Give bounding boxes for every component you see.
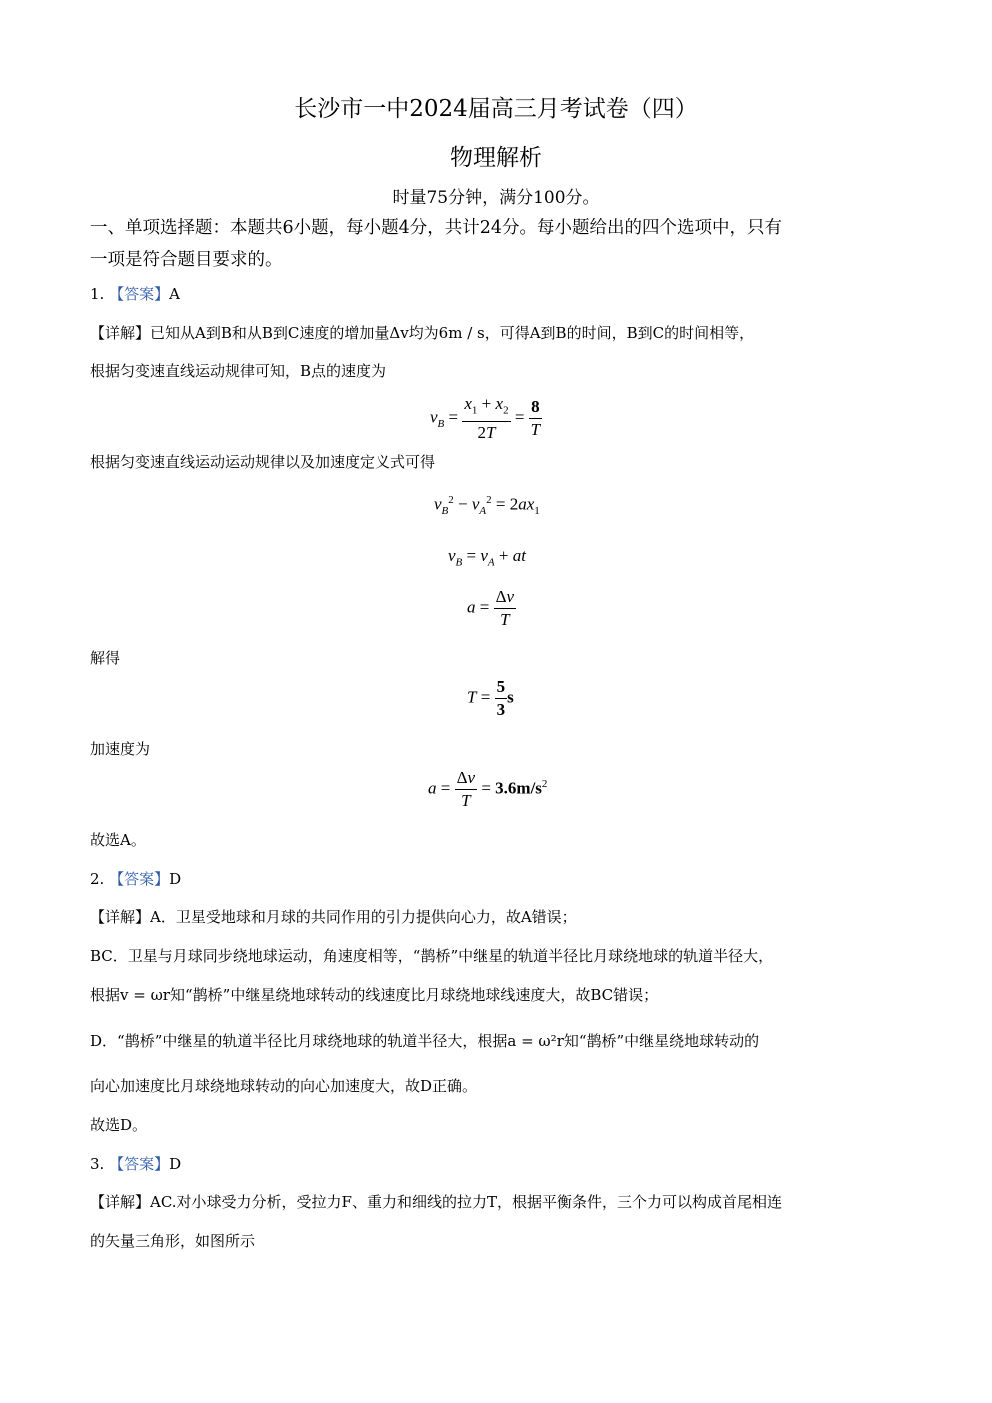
exam-meta: 时量75分钟，满分100分。 <box>392 188 600 208</box>
q1-answer <box>90 283 180 304</box>
q2-answer-tag: 【答案】 <box>109 870 170 888</box>
q1-detail-line5: 加速度为 <box>90 740 151 758</box>
q2-line5: 向心加速度比月球绕地球转动的向心加速度大，故D正确。 <box>90 1077 478 1095</box>
q2-line1: 【详解】A．卫星受地球和月球的共同作用的引力提供向心力，故A错误； <box>90 908 577 926</box>
formula-kinematic-1: $v_B^2 - v_A^2 = 2ax_1$ <box>434 494 540 518</box>
q1-answer-tag: 【答案】 <box>109 285 170 303</box>
q1-detail-line3: 根据匀变速直线运动运动规律以及加速度定义式可得 <box>90 453 436 471</box>
q3-line2: 的矢量三角形，如图所示 <box>90 1232 256 1250</box>
q3-answer <box>90 1153 181 1174</box>
page-title: 长沙市一中2024届高三月考试卷（四） <box>294 96 698 122</box>
formula-kinematic-2: $v_B = v_A$ + at <box>448 546 526 569</box>
q1-detail-line6: 故选A。 <box>90 831 146 849</box>
formula-accel-def: a = $\frac{\Delta v}{T}$ <box>467 587 515 629</box>
q2-answer <box>90 868 181 889</box>
q1-detail-line1: 【详解】已知从A到B和从B到C速度的增加量Δv均为6m / s，可得A到B的时间，B到C的时间相等， <box>90 324 755 342</box>
formula-accel-value: a = $\frac{\Delta v}{T}$ = $3.6m/s^2$ <box>428 768 548 810</box>
q3-answer-tag: 【答案】 <box>109 1155 170 1173</box>
q3-line1: 【详解】AC.对小球受力分析，受拉力F、重力和细线的拉力T，根据平衡条件，三个力可以构成首尾相连 <box>90 1193 782 1211</box>
q3-number: 3. <box>90 1155 105 1173</box>
q1-detail-line4: 解得 <box>90 649 121 667</box>
section-heading-line1: 一、单项选择题：本题共6小题，每小题4分，共计24分。每小题给出的四个选项中，只有 <box>90 218 783 238</box>
q2-number: 2. <box>90 870 105 888</box>
q1-number: 1. <box>90 285 105 303</box>
formula-period: T = $\frac{5}{3}$ s <box>467 677 514 719</box>
q1-detail-line2: 根据匀变速直线运动规律可知，B点的速度为 <box>90 362 387 380</box>
q2-line4: D．“鹊桥”中继星的轨道半径比月球绕地球的轨道半径大，根据a = ω²r知“鹊桥”中继星绕地球转动的 <box>90 1032 760 1050</box>
section-heading-line2: 一项是符合题目要求的。 <box>90 250 283 270</box>
q2-line2: BC．卫星与月球同步绕地球运动，角速度相等，“鹊桥”中继星的轨道半径比月球绕地球的轨道半径大， <box>90 947 774 965</box>
q3-answer-value: D <box>169 1155 182 1173</box>
q2-line6: 故选D。 <box>90 1116 148 1134</box>
q2-line3: 根据v = ωr知“鹊桥”中继星绕地球转动的线速度比月球绕地球线速度大，故BC错误； <box>90 986 659 1004</box>
q2-answer-value: D <box>169 870 182 888</box>
page-subtitle: 物理解析 <box>450 145 542 171</box>
formula-vb: $v_B$ = $\frac{x_1 + x_2}{2T}$ = $\frac{8}{T}$ <box>430 394 541 443</box>
q1-answer-value: A <box>169 285 180 303</box>
